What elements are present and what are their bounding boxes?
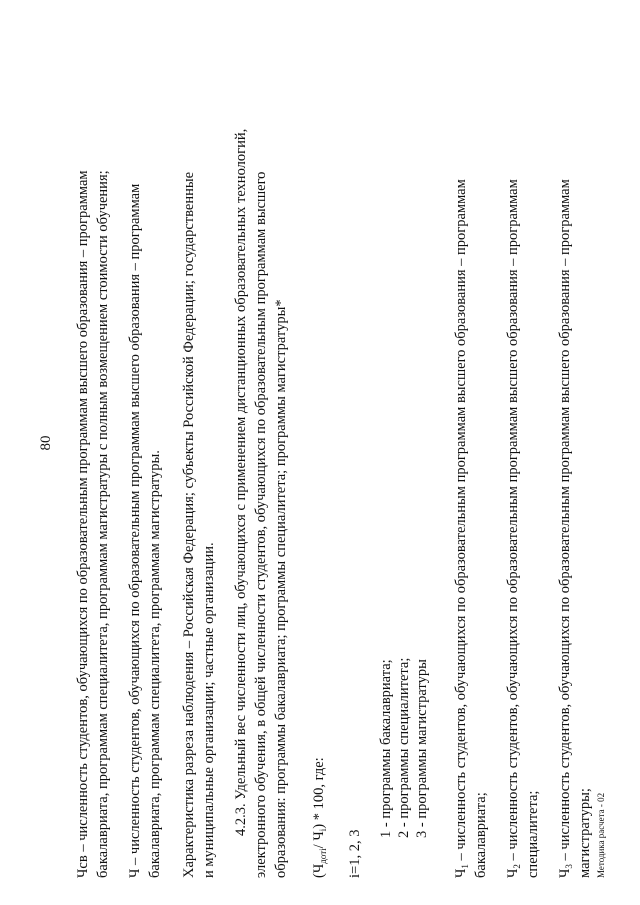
- definition-1-line-1: $Ч_1$ – численность студентов, обучающихся по образовательным программам высшего образования – программам: [453, 179, 470, 878]
- section-423-line-1: 4.2.3. Удельный вес численности лиц, обучающихся с применением дистанционных образовательных технологий,: [233, 128, 249, 836]
- definition-1-line-2: бакалавриата;: [473, 792, 489, 878]
- chsv-line-2: бакалавриата, программам специалитета, программам магистратуры с полным возмещением стоимости обучения;: [95, 170, 111, 878]
- section-423-line-2: электронного обучения, в общей численности студентов, обучающихся по образовательным программам высшего: [253, 171, 269, 878]
- page-number: 80: [38, 435, 54, 451]
- definition-3-line-2: магистратуры;: [577, 788, 593, 878]
- list-item: 3 - программы магистратуры: [414, 659, 430, 838]
- definition-2-line-2: специалитета;: [525, 790, 541, 878]
- section-423-line-3: образования: программы бакалавриата; программы специалитета; программы магистратуры*: [273, 299, 289, 878]
- definition-3-line-1: $Ч_3$ – численность студентов, обучающихся по образовательным программам высшего образования – программам: [557, 179, 574, 878]
- list-item: 2 - программы специалитета;: [396, 657, 412, 838]
- chsv-text-1: Чсв – численность студентов, обучающихся по образовательным программам высшего образования – программам: [75, 170, 91, 878]
- formula: ($Ч_{доті}/$ $Ч_і) * 100$, где:: [311, 757, 328, 878]
- chsv-line-1: [74, 78, 93, 878]
- ch-line-1: Ч – численность студентов, обучающихся по образовательным программам высшего образования – программам: [127, 183, 143, 878]
- index-line: i=1, 2, 3: [347, 829, 363, 878]
- definition-2-line-1: $Ч_2$ – численность студентов, обучающихся по образовательным программам высшего образования – программам: [505, 179, 522, 878]
- ch-line-2: бакалавриата, программам специалитета, программам магистратуры.: [147, 450, 163, 878]
- characteristic-line-1: Характеристика разреза наблюдения – Российская Федерация; субъекты Российской Федерации; государственные: [181, 171, 197, 878]
- list-item: 1 - программы бакалавриата;: [378, 659, 394, 838]
- footer-note: Методика расчета - 02: [596, 792, 606, 878]
- characteristic-line-2: и муниципальные организации; частные организации.: [201, 542, 217, 878]
- rotated-page: [38, 8, 634, 878]
